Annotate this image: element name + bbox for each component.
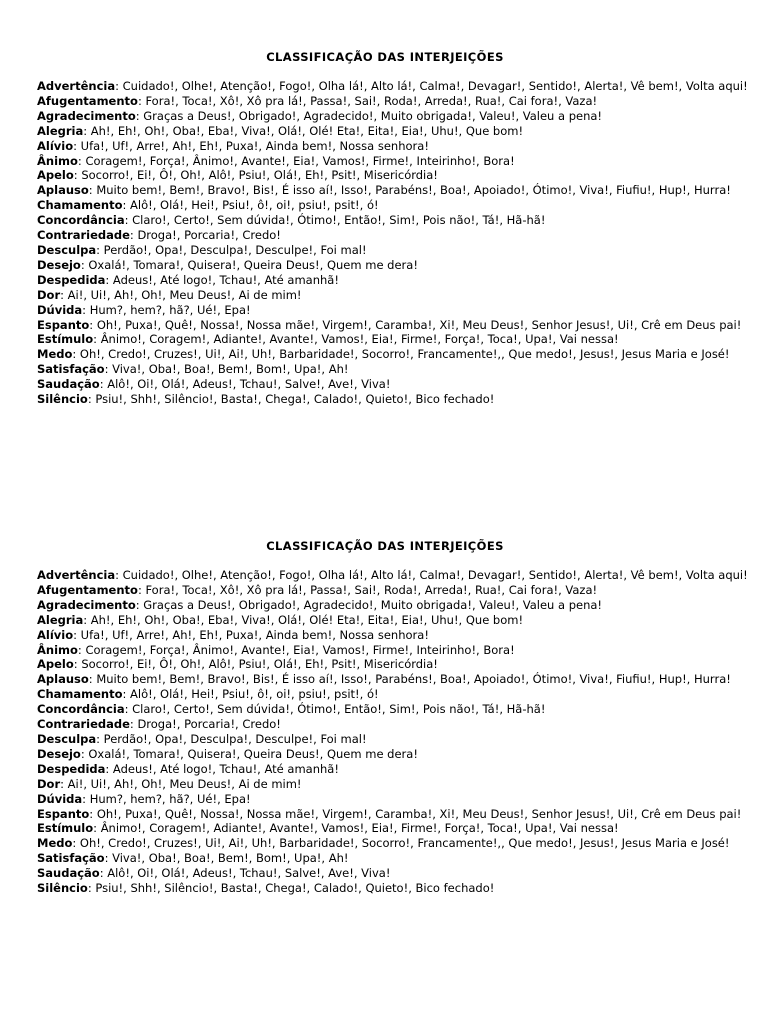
entry-term: Alívio	[37, 138, 74, 153]
entry-term: Despedida	[37, 761, 106, 776]
interjection-entry	[37, 687, 763, 702]
entry-examples: Perdão!, Opa!, Desculpa!, Desculpe!, Foi mal!	[103, 731, 367, 746]
interjection-entry	[37, 881, 763, 896]
entry-separator: :	[122, 198, 131, 213]
entry-examples: Viva!, Oba!, Boa!, Bem!, Bom!, Upa!, Ah!	[112, 362, 349, 377]
entry-term: Silêncio	[37, 392, 88, 407]
entry-examples: Claro!, Certo!, Sem dúvida!, Ótimo!, Então!, Sim!, Pois não!, Tá!, Hã-hã!	[132, 702, 546, 717]
interjection-entry	[37, 198, 763, 213]
interjection-entry	[37, 807, 763, 822]
entry-separator: :	[115, 568, 123, 582]
entry-separator: :	[73, 657, 82, 672]
entry-term: Desculpa	[37, 731, 97, 746]
entry-term: Saudação	[37, 866, 100, 881]
entry-examples: Ah!, Eh!, Oh!, Oba!, Eba!, Viva!, Olá!, Olé! Eta!, Eita!, Eia!, Uhu!, Que bom!	[90, 123, 524, 138]
interjection-entry	[37, 273, 763, 288]
entry-separator: :	[73, 168, 82, 183]
entry-examples: Alô!, Olá!, Hei!, Psiu!, ô!, oi!, psiu!, psit!, ó!	[130, 687, 379, 702]
entry-separator: :	[99, 866, 108, 881]
entry-examples: Perdão!, Opa!, Desculpa!, Desculpe!, Foi mal!	[103, 242, 367, 257]
interjection-entry	[37, 792, 763, 807]
entry-separator: :	[105, 272, 113, 287]
entry-term: Alívio	[37, 627, 74, 642]
entry-examples: Coragem!, Força!, Ânimo!, Avante!, Eia!, Vamos!, Firme!, Inteirinho!, Bora!	[85, 153, 515, 168]
entry-examples: Ânimo!, Coragem!, Adiante!, Avante!, Vamos!, Eia!, Firme!, Força!, Toca!, Upa!, Vai nessa!	[100, 332, 619, 347]
entry-term: Espanto	[37, 317, 90, 332]
entry-examples: Fora!, Toca!, Xô!, Xô pra lá!, Passa!, Sai!, Roda!, Arreda!, Rua!, Cai fora!, Vaza!	[145, 582, 598, 597]
entry-examples: Hum?, hem?, hã?, Ué!, Epa!	[89, 302, 251, 317]
entry-examples: Psiu!, Shh!, Silêncio!, Basta!, Chega!, Calado!, Quieto!, Bico fechado!	[95, 392, 495, 407]
entry-term: Aplauso	[37, 183, 89, 198]
interjection-entry	[37, 154, 763, 169]
entry-term: Desculpa	[37, 242, 97, 257]
interjection-entry	[37, 109, 763, 124]
interjection-entry	[37, 836, 763, 851]
entry-separator: :	[88, 183, 97, 198]
entry-examples: Graças a Deus!, Obrigado!, Agradecido!, Muito obrigada!, Valeu!, Valeu a pena!	[143, 108, 603, 123]
interjection-sheet-top	[37, 50, 763, 407]
entry-separator: :	[135, 597, 144, 612]
interjection-entry	[37, 821, 763, 836]
interjection-entry	[37, 258, 763, 273]
entry-separator: :	[137, 93, 146, 108]
entry-list	[37, 79, 763, 407]
entry-examples: Oh!, Puxa!, Quê!, Nossa!, Nossa mãe!, Virgem!, Caramba!, Xi!, Meu Deus!, Senhor Jesus!, Ui!, Crê em Deus pai!	[96, 806, 742, 821]
entry-term: Satisfação	[37, 362, 105, 377]
entry-examples: Alô!, Olá!, Hei!, Psiu!, ô!, oi!, psiu!, psit!, ó!	[130, 198, 379, 213]
entry-term: Concordância	[37, 213, 125, 228]
entry-examples: Adeus!, Até logo!, Tchau!, Até amanhã!	[112, 761, 339, 776]
entry-term: Advertência	[37, 79, 116, 93]
interjection-entry	[37, 628, 763, 643]
entry-separator: :	[73, 627, 81, 642]
entry-examples: Fora!, Toca!, Xô!, Xô pra lá!, Passa!, Sai!, Roda!, Arreda!, Rua!, Cai fora!, Vaza!	[145, 93, 598, 108]
entry-examples: Socorro!, Ei!, Ô!, Oh!, Alô!, Psiu!, Olá!, Eh!, Psit!, Misericórdia!	[81, 168, 438, 183]
entry-term: Desejo	[37, 746, 81, 761]
interjection-entry	[37, 168, 763, 183]
entry-term: Dúvida	[37, 791, 83, 806]
entry-term: Despedida	[37, 272, 106, 287]
interjection-entry	[37, 747, 763, 762]
interjection-entry	[37, 79, 763, 94]
entry-separator: :	[80, 257, 89, 272]
entry-separator: :	[99, 377, 108, 392]
entry-separator: :	[137, 582, 146, 597]
entry-term: Dor	[37, 287, 61, 302]
entry-term: Agradecimento	[37, 108, 136, 123]
entry-separator: :	[80, 746, 89, 761]
entry-separator: :	[60, 287, 68, 302]
entry-term: Dor	[37, 776, 61, 791]
entry-separator: :	[87, 881, 96, 896]
entry-separator: :	[72, 836, 80, 851]
interjection-entry	[37, 94, 763, 109]
entry-term: Contrariedade	[37, 717, 130, 732]
interjection-entry	[37, 124, 763, 139]
entry-examples: Muito bem!, Bem!, Bravo!, Bis!, É isso aí!, Isso!, Parabéns!, Boa!, Apoiado!, Ótimo!, Viva!, Fiufiu!, Hup!, Hurra!	[96, 672, 731, 687]
entry-term: Alegria	[37, 123, 84, 138]
interjection-entry	[37, 598, 763, 613]
entry-separator: :	[124, 213, 133, 228]
entry-separator: :	[83, 612, 91, 627]
entry-term: Agradecimento	[37, 597, 136, 612]
entry-separator: :	[96, 242, 104, 257]
entry-examples: Graças a Deus!, Obrigado!, Agradecido!, Muito obrigada!, Valeu!, Valeu a pena!	[143, 597, 603, 612]
entry-examples: Cuidado!, Olhe!, Atenção!, Fogo!, Olha lá!, Alto lá!, Calma!, Devagar!, Sentido!, Alerta!, Vê bem!, Volta aqui!	[122, 568, 748, 582]
entry-examples: Muito bem!, Bem!, Bravo!, Bis!, É isso aí!, Isso!, Parabéns!, Boa!, Apoiado!, Ótimo!, Viva!, Fiufiu!, Hup!, Hurra!	[96, 183, 731, 198]
entry-examples: Ufa!, Uf!, Arre!, Ah!, Eh!, Puxa!, Ainda bem!, Nossa senhora!	[80, 138, 429, 153]
entry-term: Afugentamento	[37, 93, 138, 108]
entry-separator: :	[88, 672, 97, 687]
entry-examples: Oh!, Credo!, Cruzes!, Ui!, Ai!, Uh!, Barbaridade!, Socorro!, Francamente!,, Que medo!, Jesus!, Jesus Maria e José!	[79, 347, 730, 362]
entry-term: Saudação	[37, 377, 100, 392]
interjection-entry	[37, 762, 763, 777]
interjection-entry	[37, 851, 763, 866]
entry-examples: Claro!, Certo!, Sem dúvida!, Ótimo!, Então!, Sim!, Pois não!, Tá!, Hã-hã!	[132, 213, 546, 228]
entry-examples: Adeus!, Até logo!, Tchau!, Até amanhã!	[112, 272, 339, 287]
interjection-entry	[37, 288, 763, 303]
entry-examples: Ânimo!, Coragem!, Adiante!, Avante!, Vamos!, Eia!, Firme!, Força!, Toca!, Upa!, Vai nessa!	[100, 821, 619, 836]
entry-examples: Viva!, Oba!, Boa!, Bem!, Bom!, Upa!, Ah!	[112, 851, 349, 866]
entry-term: Aplauso	[37, 672, 89, 687]
entry-separator: :	[87, 392, 96, 407]
interjection-entry	[37, 213, 763, 228]
entry-term: Ânimo	[37, 153, 78, 168]
entry-separator: :	[83, 123, 91, 138]
entry-examples: Hum?, hem?, hã?, Ué!, Epa!	[89, 791, 251, 806]
entry-examples: Oh!, Credo!, Cruzes!, Ui!, Ai!, Uh!, Barbaridade!, Socorro!, Francamente!,, Que medo!, Jesus!, Jesus Maria e José!	[79, 836, 730, 851]
entry-term: Concordância	[37, 702, 125, 717]
entry-separator: :	[135, 108, 144, 123]
interjection-entry	[37, 672, 763, 687]
interjection-entry	[37, 613, 763, 628]
entry-separator: :	[105, 761, 113, 776]
entry-term: Estímulo	[37, 332, 94, 347]
entry-term: Alegria	[37, 612, 84, 627]
entry-term: Chamamento	[37, 687, 123, 702]
entry-separator: :	[82, 302, 90, 317]
interjection-entry	[37, 702, 763, 717]
interjection-sheet-bottom	[37, 539, 763, 896]
interjection-entry	[37, 866, 763, 881]
interjection-entry	[37, 717, 763, 732]
entry-term: Advertência	[37, 568, 116, 582]
entry-separator: :	[93, 332, 101, 347]
entry-list	[37, 568, 763, 896]
interjection-entry	[37, 732, 763, 747]
entry-examples: Cuidado!, Olhe!, Atenção!, Fogo!, Olha lá!, Alto lá!, Calma!, Devagar!, Sentido!, Alerta!, Vê bem!, Volta aqui!	[122, 79, 748, 93]
entry-term: Afugentamento	[37, 582, 138, 597]
entry-term: Espanto	[37, 806, 90, 821]
entry-examples: Oxalá!, Tomara!, Quisera!, Queira Deus!, Quem me dera!	[88, 257, 418, 272]
interjection-entry	[37, 303, 763, 318]
entry-separator: :	[72, 347, 80, 362]
entry-separator: :	[77, 642, 86, 657]
entry-separator: :	[89, 317, 97, 332]
interjection-entry	[37, 139, 763, 154]
entry-term: Silêncio	[37, 881, 88, 896]
entry-term: Contrariedade	[37, 228, 130, 243]
entry-separator: :	[60, 776, 68, 791]
entry-examples: Alô!, Oi!, Olá!, Adeus!, Tchau!, Salve!, Ave!, Viva!	[107, 377, 391, 392]
sheet-title: CLASSIFICAÇÃO DAS INTERJEIÇÕES	[266, 539, 504, 553]
entry-separator: :	[104, 362, 113, 377]
entry-separator: :	[96, 731, 104, 746]
entry-term: Medo	[37, 836, 73, 851]
interjection-entry	[37, 362, 763, 377]
entry-examples: Droga!, Porcaria!, Credo!	[137, 717, 281, 732]
interjection-entry	[37, 583, 763, 598]
entry-separator: :	[93, 821, 101, 836]
interjection-entry	[37, 243, 763, 258]
entry-separator: :	[77, 153, 86, 168]
entry-separator: :	[129, 717, 138, 732]
entry-examples: Oxalá!, Tomara!, Quisera!, Queira Deus!, Quem me dera!	[88, 746, 418, 761]
entry-term: Apelo	[37, 657, 74, 672]
interjection-entry	[37, 392, 763, 407]
entry-term: Dúvida	[37, 302, 83, 317]
entry-term: Ânimo	[37, 642, 78, 657]
entry-term: Apelo	[37, 168, 74, 183]
interjection-entry	[37, 777, 763, 792]
entry-term: Chamamento	[37, 198, 123, 213]
interjection-entry	[37, 332, 763, 347]
entry-separator: :	[104, 851, 113, 866]
entry-examples: Ai!, Ui!, Ah!, Oh!, Meu Deus!, Ai de mim!	[67, 287, 302, 302]
interjection-entry	[37, 347, 763, 362]
entry-examples: Psiu!, Shh!, Silêncio!, Basta!, Chega!, Calado!, Quieto!, Bico fechado!	[95, 881, 495, 896]
entry-term: Desejo	[37, 257, 81, 272]
interjection-entry	[37, 568, 763, 583]
entry-examples: Ufa!, Uf!, Arre!, Ah!, Eh!, Puxa!, Ainda bem!, Nossa senhora!	[80, 627, 429, 642]
entry-examples: Coragem!, Força!, Ânimo!, Avante!, Eia!, Vamos!, Firme!, Inteirinho!, Bora!	[85, 642, 515, 657]
interjection-entry	[37, 318, 763, 333]
sheet-title: CLASSIFICAÇÃO DAS INTERJEIÇÕES	[266, 50, 504, 64]
entry-separator: :	[73, 138, 81, 153]
entry-term: Medo	[37, 347, 73, 362]
entry-separator: :	[115, 79, 123, 93]
entry-examples: Droga!, Porcaria!, Credo!	[137, 228, 281, 243]
entry-term: Satisfação	[37, 851, 105, 866]
entry-separator: :	[89, 806, 97, 821]
entry-examples: Alô!, Oi!, Olá!, Adeus!, Tchau!, Salve!, Ave!, Viva!	[107, 866, 391, 881]
interjection-entry	[37, 183, 763, 198]
entry-examples: Oh!, Puxa!, Quê!, Nossa!, Nossa mãe!, Virgem!, Caramba!, Xi!, Meu Deus!, Senhor Jesus!, Ui!, Crê em Deus pai!	[96, 317, 742, 332]
interjection-entry	[37, 228, 763, 243]
entry-separator: :	[124, 702, 133, 717]
entry-examples: Ai!, Ui!, Ah!, Oh!, Meu Deus!, Ai de mim!	[67, 776, 302, 791]
entry-separator: :	[129, 228, 138, 243]
interjection-entry	[37, 377, 763, 392]
interjection-entry	[37, 643, 763, 658]
entry-separator: :	[82, 791, 90, 806]
interjection-entry	[37, 657, 763, 672]
entry-separator: :	[122, 687, 131, 702]
entry-examples: Ah!, Eh!, Oh!, Oba!, Eba!, Viva!, Olá!, Olé! Eta!, Eita!, Eia!, Uhu!, Que bom!	[90, 612, 524, 627]
entry-term: Estímulo	[37, 821, 94, 836]
entry-examples: Socorro!, Ei!, Ô!, Oh!, Alô!, Psiu!, Olá!, Eh!, Psit!, Misericórdia!	[81, 657, 438, 672]
